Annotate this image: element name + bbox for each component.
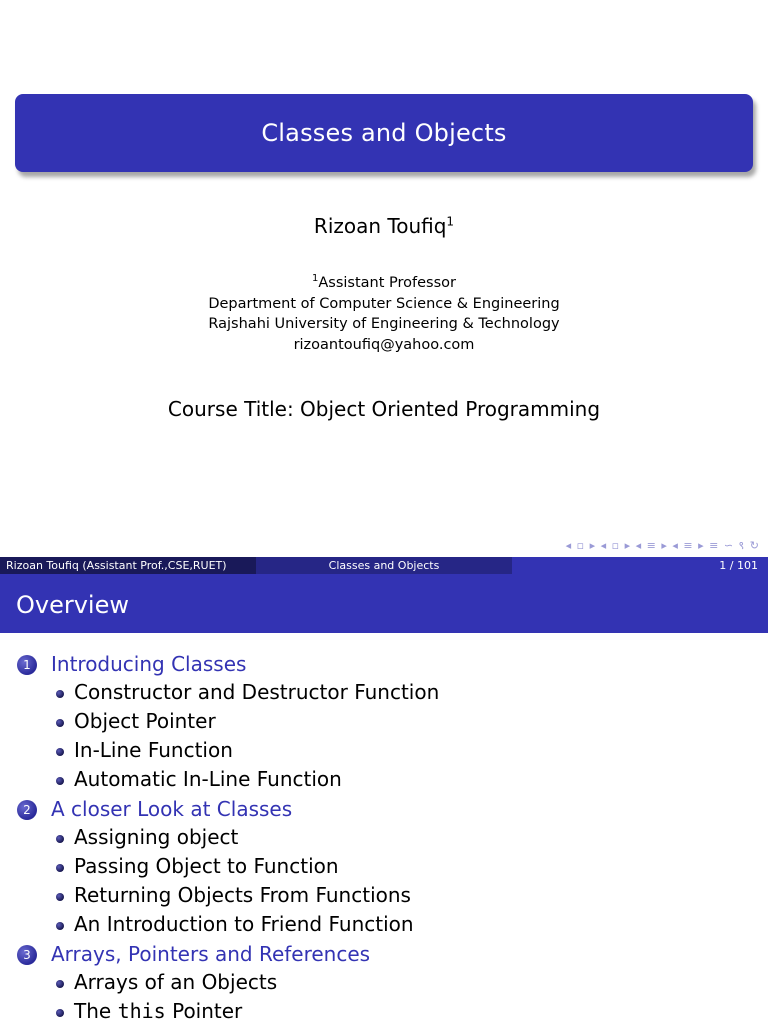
bullet-icon bbox=[56, 864, 64, 872]
section-number-ball: 2 bbox=[17, 800, 37, 820]
toc-subsection[interactable] bbox=[0, 679, 768, 708]
bullet-icon bbox=[56, 748, 64, 756]
footer-title: Classes and Objects bbox=[256, 557, 512, 574]
toc-section[interactable] bbox=[0, 940, 768, 969]
subsection-title[interactable]: An Introduction to Friend Function bbox=[74, 912, 414, 936]
subsection-title[interactable] bbox=[74, 999, 242, 1023]
bullet-icon bbox=[56, 1009, 64, 1017]
toc-subsection[interactable] bbox=[0, 853, 768, 882]
affiliation-block bbox=[0, 273, 768, 355]
author-footnote-mark: 1 bbox=[446, 214, 455, 229]
bullet-icon bbox=[56, 893, 64, 901]
frame-title: Overview bbox=[16, 591, 129, 619]
subsection-title[interactable]: Arrays of an Objects bbox=[74, 970, 278, 994]
bullet-icon bbox=[56, 980, 64, 988]
toc-subsection[interactable] bbox=[0, 911, 768, 940]
subsection-title[interactable]: Object Pointer bbox=[74, 709, 216, 733]
subsection-title[interactable]: Constructor and Destructor Function bbox=[74, 680, 440, 704]
affiliation-role: Assistant Professor bbox=[318, 275, 456, 291]
subsection-title[interactable]: In-Line Function bbox=[74, 738, 233, 762]
bullet-icon bbox=[56, 922, 64, 930]
section-number-ball: 3 bbox=[17, 945, 37, 965]
subsection-title[interactable]: Passing Object to Function bbox=[74, 854, 339, 878]
course-title: Course Title: Object Oriented Programming bbox=[167, 397, 601, 421]
toc-subsection[interactable] bbox=[0, 882, 768, 911]
bullet-icon bbox=[56, 835, 64, 843]
beamer-navigation-symbols[interactable]: ◂ ▫ ▸ ◂ ▫ ▸ ◂ ≡ ▸ ◂ ≡ ▸ ≡ ∽ ९ ↻ bbox=[565, 539, 760, 552]
slide-footer bbox=[0, 557, 768, 574]
presentation-title: Classes and Objects bbox=[261, 119, 507, 147]
subsection-text-post: Pointer bbox=[165, 999, 243, 1023]
footer-page-number: 1 / 101 bbox=[512, 557, 768, 574]
affiliation-university: Rajshahi University of Engineering & Technology bbox=[208, 316, 560, 332]
frame-title-bar bbox=[0, 574, 768, 633]
author-line bbox=[0, 214, 768, 238]
title-block bbox=[15, 94, 753, 172]
footer-author: Rizoan Toufiq (Assistant Prof.,CSE,RUET) bbox=[0, 557, 256, 574]
toc-subsection[interactable] bbox=[0, 708, 768, 737]
toc-section[interactable] bbox=[0, 795, 768, 824]
subsection-title[interactable]: Automatic In-Line Function bbox=[74, 767, 342, 791]
toc-subsection[interactable] bbox=[0, 998, 768, 1027]
toc-subsection[interactable] bbox=[0, 824, 768, 853]
affiliation-department: Department of Computer Science & Engineering bbox=[208, 295, 560, 312]
toc-subsection[interactable] bbox=[0, 969, 768, 998]
bullet-icon bbox=[56, 690, 64, 698]
bullet-icon bbox=[56, 719, 64, 727]
subsection-text-pre: The bbox=[74, 999, 118, 1023]
section-title[interactable]: Introducing Classes bbox=[51, 652, 247, 676]
toc-subsection[interactable] bbox=[0, 737, 768, 766]
toc-subsection[interactable] bbox=[0, 766, 768, 795]
code-keyword: this bbox=[117, 999, 166, 1023]
toc-section[interactable] bbox=[0, 650, 768, 679]
bullet-icon bbox=[56, 777, 64, 785]
subsection-title[interactable]: Returning Objects From Functions bbox=[74, 883, 411, 907]
author-email: rizoantoufiq@yahoo.com bbox=[293, 336, 475, 353]
section-title[interactable]: Arrays, Pointers and References bbox=[51, 942, 371, 966]
affiliation-footnote-mark: 1 bbox=[311, 273, 319, 285]
table-of-contents bbox=[0, 650, 768, 1027]
section-number-ball: 1 bbox=[17, 655, 37, 675]
section-title[interactable]: A closer Look at Classes bbox=[51, 797, 293, 821]
author-name: Rizoan Toufiq bbox=[313, 214, 447, 238]
subsection-title[interactable]: Assigning object bbox=[74, 825, 239, 849]
